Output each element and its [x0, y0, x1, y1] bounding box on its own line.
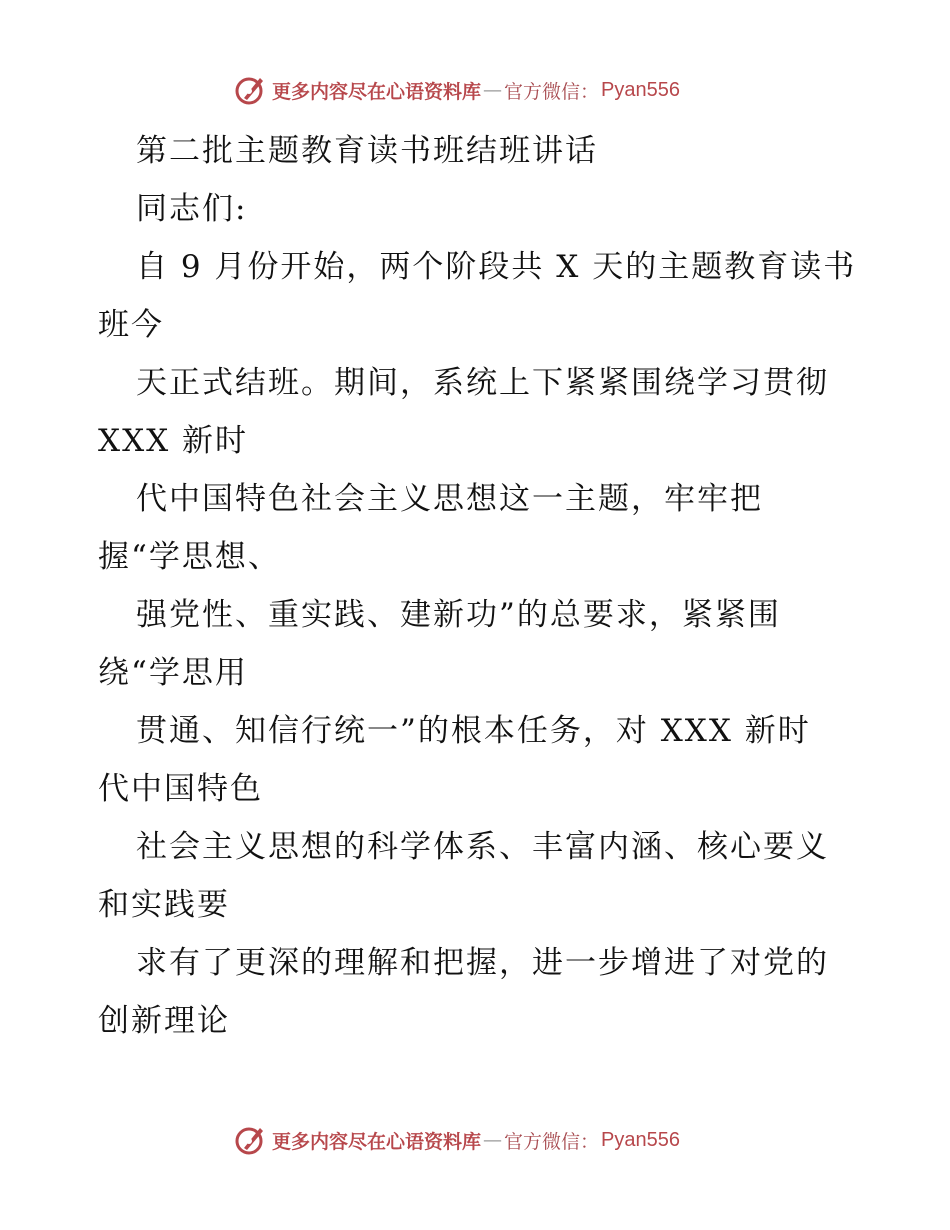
text-line: XXX 新时: [98, 423, 249, 459]
watermark-wechat-id: Pyan556: [601, 78, 680, 101]
text-line: 代中国特色: [98, 771, 263, 807]
text-line: 求有了更深的理解和把握，进一步增进了对党的: [136, 945, 829, 981]
watermark-brand: 更多内容尽在心语资料库: [272, 80, 482, 103]
quill-pen-logo-icon: [234, 1124, 266, 1156]
text-line: 握“学思想、: [98, 539, 281, 575]
salutation: 同志们:: [136, 191, 248, 227]
text-line: 自 9 月份开始，两个阶段共 X 天的主题教育读书: [136, 249, 857, 285]
watermark-dash: —: [483, 1129, 503, 1151]
text-line: 社会主义思想的科学体系、丰富内涵、核心要义: [136, 829, 829, 865]
watermark-wechat-id: Pyan556: [601, 1128, 680, 1151]
text-line: 贯通、知信行统一”的根本任务，对 XXX 新时: [136, 713, 811, 749]
header-watermark: [234, 72, 680, 108]
text-line: 天正式结班。期间，系统上下紧紧围绕学习贯彻: [136, 365, 829, 401]
text-line: 绕“学思用: [98, 655, 248, 691]
watermark-official-label: 官方微信：: [504, 1130, 600, 1153]
watermark-dash: —: [483, 79, 503, 101]
text-line: 创新理论: [98, 1003, 230, 1039]
text-line: 班今: [98, 307, 164, 343]
text-line: 代中国特色社会主义思想这一主题，牢牢把: [136, 481, 763, 517]
document-title: 第二批主题教育读书班结班讲话: [136, 133, 598, 169]
watermark-official-label: 官方微信：: [504, 80, 600, 103]
quill-pen-logo-icon: [234, 74, 266, 106]
footer-watermark: [234, 1122, 680, 1158]
text-line: 强党性、重实践、建新功”的总要求，紧紧围: [136, 597, 781, 633]
document-body: [98, 122, 858, 1050]
watermark-brand: 更多内容尽在心语资料库: [272, 1130, 482, 1153]
text-line: 和实践要: [98, 887, 230, 923]
